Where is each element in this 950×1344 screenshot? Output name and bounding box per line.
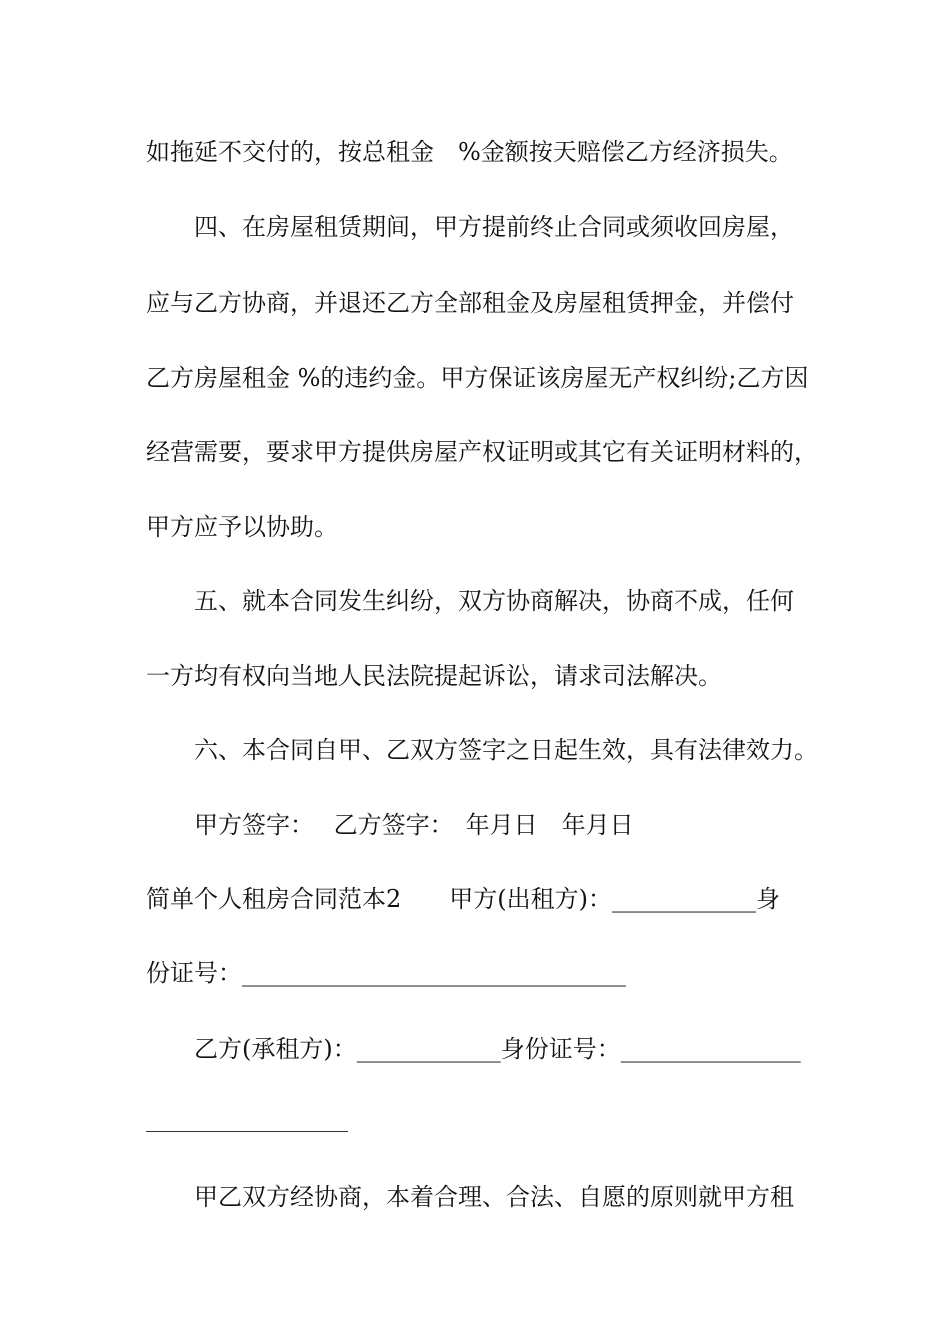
blank-underline bbox=[146, 1131, 348, 1132]
clause-4-line-5: 甲方应予以协助。 bbox=[146, 513, 338, 541]
preamble-line: 甲乙双方经协商，本着合理、合法、自愿的原则就甲方租 bbox=[194, 1183, 794, 1211]
clause-4-line-1: 四、在房屋租赁期间，甲方提前终止合同或须收回房屋， bbox=[194, 213, 794, 241]
clause-4-line-2: 应与乙方协商，并退还乙方全部租金及房屋租赁押金，并偿付 bbox=[146, 289, 794, 317]
text-line-1: 如拖延不交付的，按总租金 %金额按天赔偿乙方经济损失。 bbox=[146, 138, 793, 166]
clause-4-line-3: 乙方房屋租金 %的违约金。甲方保证该房屋无产权纠纷;乙方因 bbox=[146, 364, 809, 392]
clause-5-line-2: 一方均有权向当地人民法院提起诉讼，请求司法解决。 bbox=[146, 662, 722, 690]
clause-4-line-4: 经营需要，要求甲方提供房屋产权证明或其它有关证明材料的， bbox=[146, 438, 818, 466]
id-number-line: 份证号：________________________________ bbox=[146, 959, 626, 987]
tenant-line: 乙方(承租方)：____________身份证号：_______________ bbox=[194, 1035, 801, 1063]
contract-template-title-line: 简单个人租房合同范本2 甲方(出租方)：____________身 bbox=[146, 885, 780, 913]
clause-6-line: 六、本合同自甲、乙双方签字之日起生效，具有法律效力。 bbox=[194, 736, 818, 764]
clause-5-line-1: 五、就本合同发生纠纷，双方协商解决，协商不成，任何 bbox=[194, 587, 794, 615]
signature-line: 甲方签字： 乙方签字： 年月日 年月日 bbox=[194, 811, 634, 839]
